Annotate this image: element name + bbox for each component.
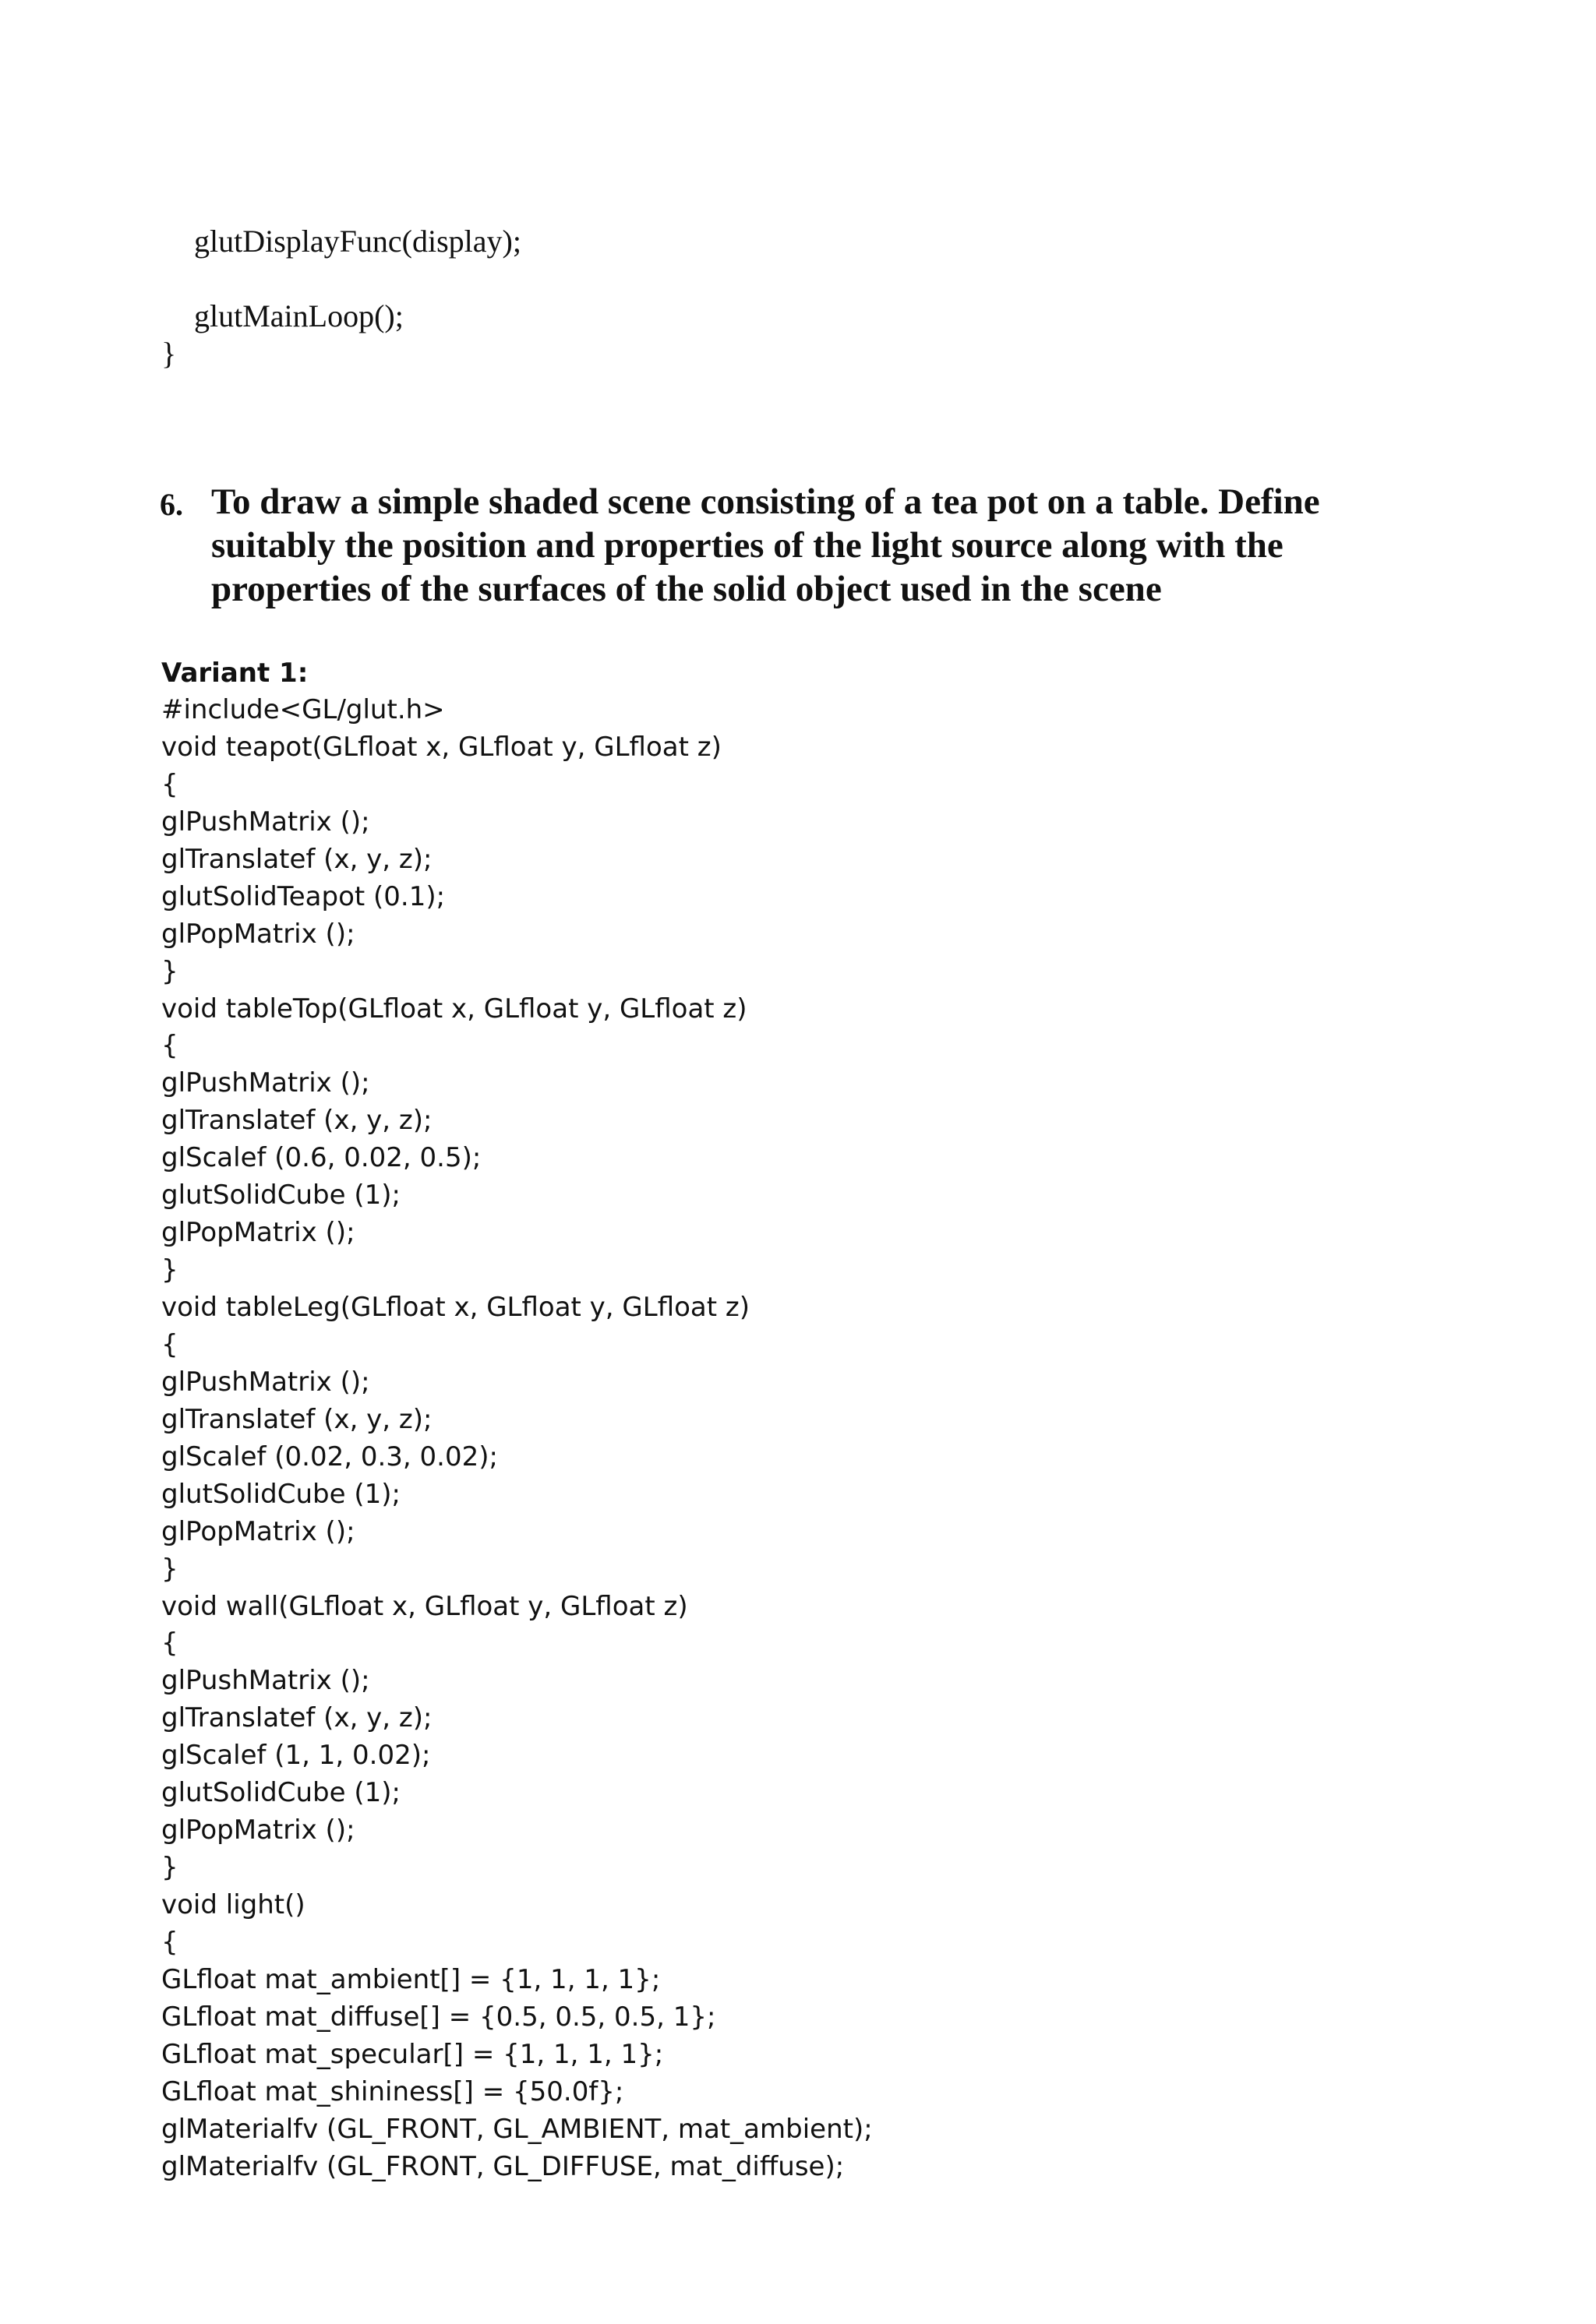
code-line: glPushMatrix (); — [161, 806, 370, 838]
code-line: } — [161, 1852, 178, 1884]
code-line: glPushMatrix (); — [161, 1366, 370, 1398]
code-line: { — [161, 1926, 178, 1958]
code-line-closing-brace: } — [161, 336, 177, 371]
variant-label: Variant 1: — [161, 658, 309, 689]
code-line-main-loop: glutMainLoop(); — [194, 298, 404, 333]
code-line: glTranslatef (x, y, z); — [161, 1702, 433, 1734]
section-title-line: To draw a simple shaded scene consisting of a tea pot on a table. Define — [211, 481, 1320, 522]
code-line: { — [161, 1628, 178, 1659]
section-title-line: properties of the surfaces of the solid object used in the scene — [211, 569, 1162, 609]
code-line: void tableTop(GLfloat x, GLfloat y, GLfloat z) — [161, 993, 747, 1024]
code-line: void light() — [161, 1889, 305, 1920]
code-line: glutSolidTeapot (0.1); — [161, 880, 446, 912]
code-line: glutSolidCube (1); — [161, 1180, 401, 1211]
code-line: #include<GL/glut.h> — [161, 694, 445, 725]
code-line: GLfloat mat_diffuse[] = {0.5, 0.5, 0.5, 1}; — [161, 2001, 716, 2033]
code-line: glPushMatrix (); — [161, 1665, 370, 1697]
code-line: glTranslatef (x, y, z); — [161, 843, 433, 875]
code-line: glScalef (1, 1, 0.02); — [161, 1740, 431, 1772]
code-line: glTranslatef (x, y, z); — [161, 1105, 433, 1137]
section-title-line: suitably the position and properties of the light source along with the — [211, 525, 1284, 566]
code-line: } — [161, 955, 178, 987]
code-line: { — [161, 768, 178, 800]
code-line: glPopMatrix (); — [161, 1515, 355, 1547]
code-line: { — [161, 1328, 178, 1360]
code-line: { — [161, 1030, 178, 1062]
code-line: GLfloat mat_specular[] = {1, 1, 1, 1}; — [161, 2038, 664, 2070]
code-line: glPushMatrix (); — [161, 1067, 370, 1099]
code-line: GLfloat mat_ambient[] = {1, 1, 1, 1}; — [161, 1963, 661, 1995]
code-line: glPopMatrix (); — [161, 1217, 355, 1249]
code-listing — [161, 692, 873, 2186]
section-heading — [160, 480, 1407, 611]
code-line: GLfloat mat_shininess[] = {50.0f}; — [161, 2075, 624, 2107]
code-line: void tableLeg(GLfloat x, GLfloat y, GLfloat z) — [161, 1292, 750, 1323]
section-title — [211, 480, 1407, 611]
code-line: glScalef (0.02, 0.3, 0.02); — [161, 1441, 498, 1472]
code-line-display-func: glutDisplayFunc(display); — [194, 224, 521, 259]
code-line: glTranslatef (x, y, z); — [161, 1403, 433, 1435]
code-line: } — [161, 1254, 178, 1286]
section-number: 6. — [160, 487, 183, 522]
code-line: glutSolidCube (1); — [161, 1478, 401, 1510]
code-line: glMaterialfv (GL_FRONT, GL_AMBIENT, mat_ambient); — [161, 2113, 873, 2145]
code-line: glPopMatrix (); — [161, 1814, 355, 1846]
code-line: glPopMatrix (); — [161, 918, 355, 950]
code-line: void teapot(GLfloat x, GLfloat y, GLfloat z) — [161, 731, 722, 763]
code-line: void wall(GLfloat x, GLfloat y, GLfloat z) — [161, 1590, 688, 1622]
code-line: glMaterialfv (GL_FRONT, GL_DIFFUSE, mat_diffuse); — [161, 2150, 845, 2182]
code-line: } — [161, 1553, 178, 1585]
code-line: glutSolidCube (1); — [161, 1777, 401, 1809]
code-line: glScalef (0.6, 0.02, 0.5); — [161, 1142, 482, 1174]
